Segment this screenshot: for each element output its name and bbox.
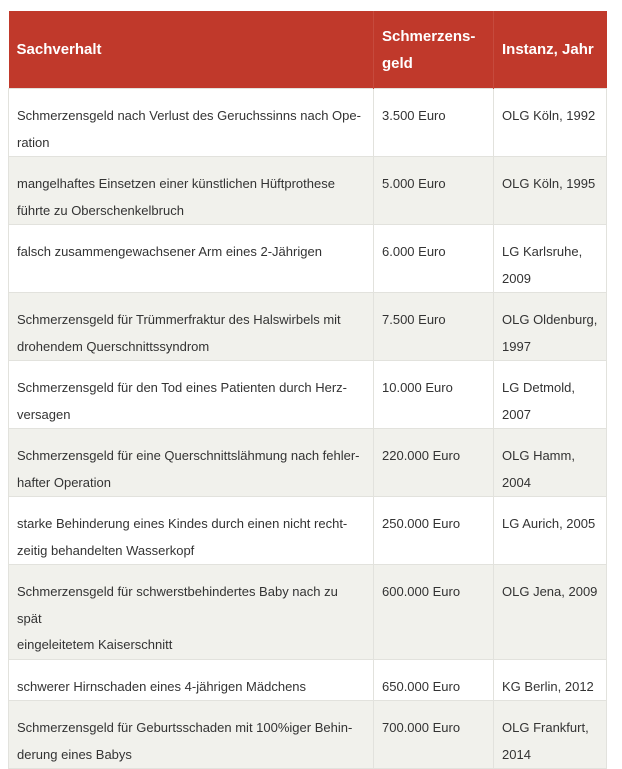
table-row — [9, 225, 607, 293]
header-schmerzensgeld-line2: geld — [382, 54, 413, 72]
cell-sachverhalt-line2: eingeleitetem Kaiserschnitt — [17, 637, 173, 652]
cell-sachverhalt-line2: versagen — [17, 406, 71, 422]
cell-betrag: 220.000 Euro — [374, 429, 494, 497]
cell-sachverhalt-line1: Schmerzensgeld für schwerstbehindertes Baby nach zu spät — [17, 584, 338, 626]
header-instanz: Instanz, Jahr — [494, 11, 607, 89]
table-header — [9, 11, 607, 89]
cell-sachverhalt-line2: zeitig behandelten Wasserkopf — [17, 542, 195, 558]
cell-sachverhalt-line1: mangelhaftes Einsetzen einer künstlichen Hüftprothese — [17, 176, 335, 191]
cell-sachverhalt — [9, 565, 374, 660]
cell-instanz-line2: 2004 — [502, 474, 531, 490]
cell-betrag: 6.000 Euro — [374, 225, 494, 293]
cell-instanz-line1: OLG Köln, 1992 — [502, 108, 596, 123]
cell-sachverhalt — [9, 293, 374, 361]
cell-instanz-line1: OLG Hamm, — [502, 448, 575, 463]
cell-sachverhalt-line1: Schmerzensgeld nach Verlust des Geruchssinns nach Ope- — [17, 108, 361, 123]
cell-sachverhalt-line1: falsch zusammengewachsener Arm eines 2-Jährigen — [17, 244, 322, 259]
cell-betrag: 5.000 Euro — [374, 157, 494, 225]
cell-instanz — [494, 89, 607, 157]
cell-instanz-line2: 2009 — [502, 270, 531, 286]
cell-sachverhalt-line1: Schmerzensgeld für Trümmerfraktur des Halswirbels mit — [17, 312, 341, 327]
cell-sachverhalt — [9, 225, 374, 293]
cell-sachverhalt-line1: Schmerzensgeld für Geburtsschaden mit 100%iger Behin- — [17, 720, 353, 735]
cell-sachverhalt — [9, 429, 374, 497]
cell-sachverhalt-line2: ration — [17, 134, 50, 150]
cell-sachverhalt-line1: schwerer Hirnschaden eines 4-jährigen Mädchens — [17, 678, 307, 694]
schmerzensgeld-table-container — [8, 11, 606, 769]
cell-sachverhalt — [9, 157, 374, 225]
cell-instanz-line2: 2014 — [502, 746, 531, 762]
header-row — [9, 11, 607, 89]
cell-instanz — [494, 225, 607, 293]
table-row — [9, 565, 607, 660]
header-schmerzensgeld-line1: Schmerzens- — [382, 27, 476, 45]
cell-betrag: 600.000 Euro — [374, 565, 494, 660]
cell-betrag: 650.000 Euro — [374, 659, 494, 701]
cell-instanz — [494, 429, 607, 497]
table-row — [9, 497, 607, 565]
table-row — [9, 157, 607, 225]
cell-instanz-line1: LG Detmold, — [502, 380, 575, 395]
cell-instanz — [494, 565, 607, 660]
table-row — [9, 659, 607, 701]
cell-sachverhalt — [9, 497, 374, 565]
cell-instanz-line1: OLG Frankfurt, — [502, 720, 589, 735]
cell-instanz-line1: KG Berlin, 2012 — [502, 678, 594, 694]
cell-sachverhalt-line2: führte zu Oberschenkelbruch — [17, 202, 184, 218]
cell-betrag: 250.000 Euro — [374, 497, 494, 565]
cell-betrag: 7.500 Euro — [374, 293, 494, 361]
cell-instanz — [494, 701, 607, 769]
schmerzensgeld-table — [8, 11, 607, 769]
cell-instanz — [494, 361, 607, 429]
cell-sachverhalt-line2: drohendem Querschnittssyndrom — [17, 338, 210, 354]
table-body — [9, 89, 607, 769]
cell-sachverhalt — [9, 659, 374, 701]
cell-sachverhalt-line1: starke Behinderung eines Kindes durch einen nicht recht- — [17, 516, 348, 531]
cell-instanz-line1: LG Karlsruhe, — [502, 244, 583, 259]
cell-sachverhalt-line1: Schmerzensgeld für den Tod eines Patienten durch Herz- — [17, 380, 348, 395]
cell-sachverhalt-line2: hafter Operation — [17, 474, 111, 490]
cell-instanz-line1: OLG Jena, 2009 — [502, 584, 598, 599]
table-row — [9, 701, 607, 769]
table-row — [9, 429, 607, 497]
table-row — [9, 361, 607, 429]
header-schmerzensgeld — [374, 11, 494, 89]
cell-betrag: 700.000 Euro — [374, 701, 494, 769]
cell-instanz — [494, 659, 607, 701]
cell-instanz-line1: OLG Oldenburg, — [502, 312, 598, 327]
cell-sachverhalt-line2: derung eines Babys — [17, 746, 132, 762]
cell-instanz — [494, 157, 607, 225]
cell-betrag: 10.000 Euro — [374, 361, 494, 429]
cell-instanz-line1: LG Aurich, 2005 — [502, 516, 596, 531]
cell-instanz — [494, 293, 607, 361]
cell-instanz-line2: 2007 — [502, 406, 531, 422]
cell-sachverhalt — [9, 701, 374, 769]
cell-sachverhalt-line1: Schmerzensgeld für eine Querschnittslähmung nach fehler- — [17, 448, 360, 463]
table-row — [9, 293, 607, 361]
cell-sachverhalt — [9, 361, 374, 429]
cell-instanz-line2: 1997 — [502, 338, 531, 354]
table-row — [9, 89, 607, 157]
cell-instanz-line1: OLG Köln, 1995 — [502, 176, 596, 191]
header-sachverhalt: Sachverhalt — [9, 11, 374, 89]
cell-betrag: 3.500 Euro — [374, 89, 494, 157]
cell-instanz — [494, 497, 607, 565]
cell-sachverhalt — [9, 89, 374, 157]
